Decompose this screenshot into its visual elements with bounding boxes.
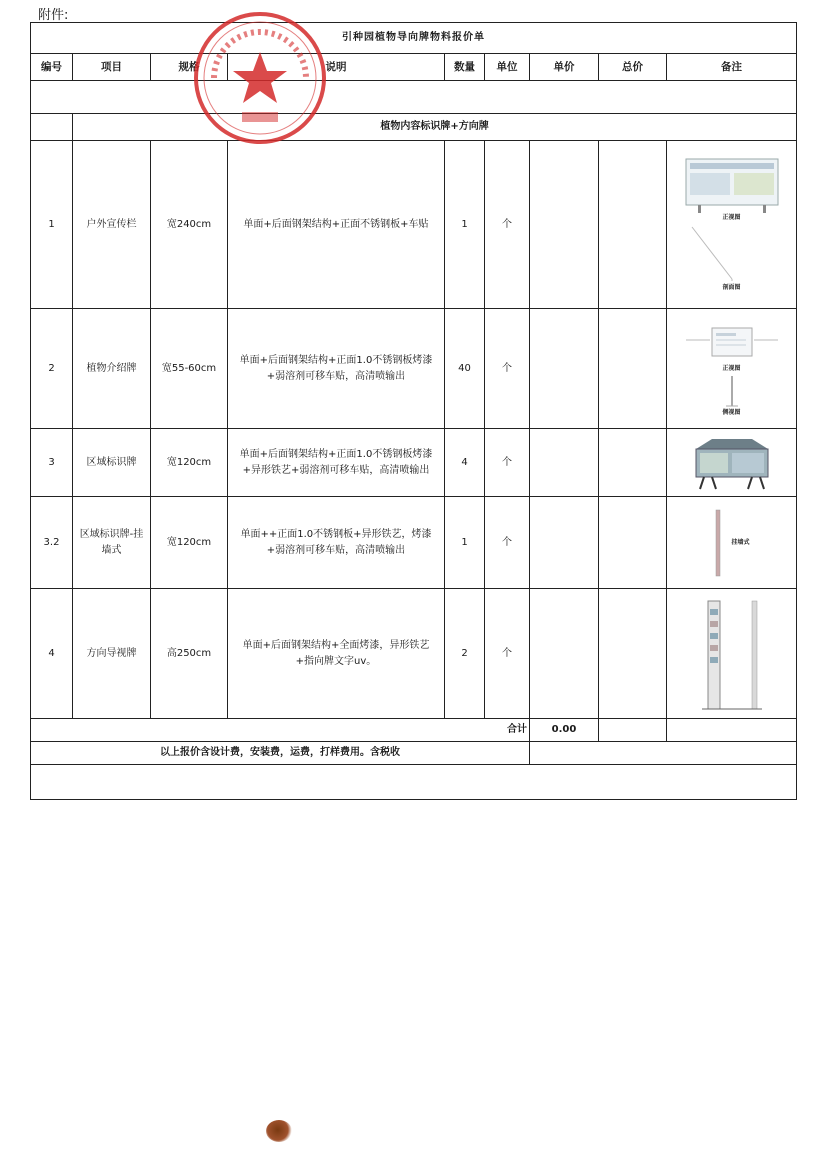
cell-no: 2 — [31, 309, 73, 429]
cell-item: 方向导视牌 — [73, 589, 151, 719]
remark-caption: 正视图 — [722, 213, 741, 221]
billboard-front-view-image — [684, 157, 780, 213]
plant-sign-drawing — [673, 320, 791, 417]
cell-unit: 个 — [485, 589, 530, 719]
cell-unit: 个 — [485, 497, 530, 589]
cell-price — [530, 309, 599, 429]
cell-spec: 宽55-60cm — [151, 309, 228, 429]
cell-total — [599, 589, 667, 719]
wall-sign-drawing — [673, 508, 791, 578]
attachment-label: 附件: — [38, 8, 69, 23]
cell-total — [599, 141, 667, 309]
wall-sign-image — [714, 508, 722, 578]
billboard-section-image — [684, 223, 780, 283]
quotation-table — [30, 22, 797, 800]
table-row — [31, 309, 797, 429]
cell-no: 1 — [31, 141, 73, 309]
area-sign-image — [682, 435, 782, 491]
cell-item: 植物介绍牌 — [73, 309, 151, 429]
cell-item: 区域标识牌-挂墙式 — [73, 497, 151, 589]
cell-qty: 1 — [445, 497, 485, 589]
cell-qty: 4 — [445, 429, 485, 497]
remark-caption: 挂墙式 — [731, 538, 750, 546]
cell-no: 3.2 — [31, 497, 73, 589]
col-header-spec: 规格 — [151, 54, 228, 81]
cell-unit: 个 — [485, 309, 530, 429]
table-row — [31, 497, 797, 589]
ink-stain — [266, 1120, 292, 1142]
table-row — [31, 429, 797, 497]
col-header-no: 编号 — [31, 54, 73, 81]
cell-desc: 单面+后面钢架结构+正面不锈钢板+车贴 — [228, 141, 445, 309]
page-title: 引种园植物导向牌物料报价单 — [31, 23, 797, 54]
cell-total — [599, 497, 667, 589]
table-row — [31, 141, 797, 309]
cell-remark — [667, 589, 797, 719]
price-note: 以上报价含设计费，安装费，运费，打样费用。含税收 — [31, 742, 530, 765]
cell-qty: 2 — [445, 589, 485, 719]
cell-item: 户外宣传栏 — [73, 141, 151, 309]
cell-price — [530, 141, 599, 309]
cell-qty: 1 — [445, 141, 485, 309]
table-row — [31, 589, 797, 719]
col-header-remark: 备注 — [667, 54, 797, 81]
col-header-unit: 单位 — [485, 54, 530, 81]
cell-no: 3 — [31, 429, 73, 497]
cell-no: 4 — [31, 589, 73, 719]
col-header-price: 单价 — [530, 54, 599, 81]
cell-desc: 单面++正面1.0不锈钢板+异形铁艺，烤漆+弱溶剂可移车贴，高清喷输出 — [228, 497, 445, 589]
cell-price — [530, 497, 599, 589]
cell-spec: 宽240cm — [151, 141, 228, 309]
cell-qty: 40 — [445, 309, 485, 429]
cell-desc: 单面+后面钢架结构+正面1.0不锈钢板烤漆+异形铁艺+弱溶剂可移车贴，高清喷输出 — [228, 429, 445, 497]
blank-row — [31, 81, 797, 114]
cell-total — [599, 309, 667, 429]
remark-caption: 剖面图 — [722, 283, 741, 291]
cell-price — [530, 429, 599, 497]
plant-sign-front-view-image — [682, 320, 782, 364]
blank-cell — [530, 742, 797, 765]
cell-remark — [667, 309, 797, 429]
remark-caption: 正视图 — [722, 364, 741, 372]
blank-row — [31, 765, 797, 800]
col-header-item: 项目 — [73, 54, 151, 81]
direction-sign-image — [682, 595, 782, 713]
cell-item: 区域标识牌 — [73, 429, 151, 497]
cell-spec: 高250cm — [151, 589, 228, 719]
remark-caption: 侧视图 — [722, 408, 741, 416]
cell-desc: 单面+后面钢架结构+全面烤漆，异形铁艺+指向牌文字uv。 — [228, 589, 445, 719]
cell-unit: 个 — [485, 141, 530, 309]
col-header-desc: 说明 — [228, 54, 445, 81]
cell-remark — [667, 429, 797, 497]
quotation-sheet — [30, 22, 796, 800]
plant-sign-side-view-image — [682, 374, 782, 408]
billboard-drawing — [673, 157, 791, 292]
total-label: 合计 — [31, 719, 530, 742]
col-header-total: 总价 — [599, 54, 667, 81]
col-header-qty: 数量 — [445, 54, 485, 81]
cell-total — [599, 429, 667, 497]
total-value: 0.00 — [530, 719, 599, 742]
blank-cell — [667, 719, 797, 742]
blank-cell — [31, 114, 73, 141]
section-title: 植物内容标识牌+方向牌 — [73, 114, 797, 141]
blank-cell — [599, 719, 667, 742]
cell-remark — [667, 141, 797, 309]
cell-desc: 单面+后面钢架结构+正面1.0不锈钢板烤漆+弱溶剂可移车贴，高清喷输出 — [228, 309, 445, 429]
cell-spec: 宽120cm — [151, 497, 228, 589]
cell-unit: 个 — [485, 429, 530, 497]
cell-price — [530, 589, 599, 719]
cell-remark — [667, 497, 797, 589]
cell-spec: 宽120cm — [151, 429, 228, 497]
header-row — [31, 54, 797, 81]
